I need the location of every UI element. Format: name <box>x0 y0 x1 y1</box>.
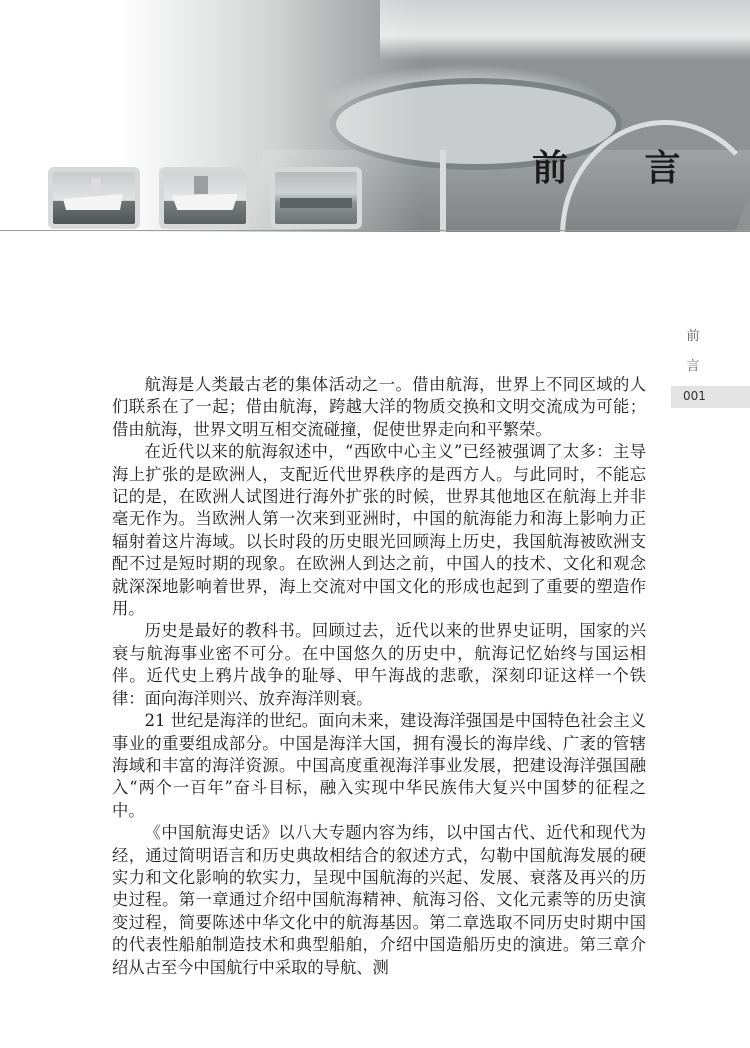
road <box>440 150 446 232</box>
page-title: 前 言 <box>532 147 713 189</box>
body-text <box>112 374 646 979</box>
thumbnail-ship-1 <box>48 167 140 229</box>
paragraph-2: 在近代以来的航海叙述中，“西欧中心主义”已经被强调了太多：主导海上扩张的是欧洲人，支配近代世界秩序的是西方人。与此同时，不能忘记的是，在欧洲人试图进行海外扩张的时候，世界其他地区在航海上并非毫无作为。当欧洲人第一次来到亚洲时，中国的航海能力和海上影响力正辐射着这片海域。以长时段的历史眼光回顾海上历史，我国航海被欧洲支配不过是短时期的现象。在欧洲人到达之前，中国人的技术、文化和观念就深深地影响着世界，海上交流对中国文化的形成也起到了重要的塑造作用。 <box>112 442 646 619</box>
ship-photo-2 <box>164 172 246 224</box>
paragraph-5: 《中国航海史话》以八大专题内容为纬，以中国古代、近代和现代为经，通过简明语言和历史典故相结合的叙述方式，勾勒中国航海发展的硬实力和文化影响的软实力，呈现中国航海的兴起、发展、衰落及再兴的历史过程。第一章通过介绍中国航海精神、航海习俗、文化元素等的历史演变过程，简要陈述中华文化中的航海基因。第二章选取不同历史时期中国的代表性船舶制造技术和典型船舶，介绍中国造船历史的演进。第三章介绍从古至今中国航行中采取的导航、测 <box>112 823 646 977</box>
paragraph-4: 21 世纪是海洋的世纪。面向未来，建设海洋强国是中国特色社会主义事业的重要组成部分。中国是海洋大国，拥有漫长的海岸线、广袤的管辖海域和丰富的海洋资源。中国高度重视海洋事业发展，把建设海洋强国融入“两个一百年”奋斗目标，融入实现中华民族伟大复兴中国梦的征程之中。 <box>112 711 646 820</box>
thumbnail-harbor <box>270 167 362 229</box>
paragraph-1: 航海是人类最古老的集体活动之一。借由航海，世界上不同区域的人们联系在了一起；借由航海，跨越大洋的物质交换和文明交流成为可能；借由航海，世界文明互相交流碰撞，促使世界走向和平繁荣。 <box>112 375 646 439</box>
paragraph-3: 历史是最好的教科书。回顾过去，近代以来的世界史证明，国家的兴衰与航海事业密不可分。在中国悠久的历史中，航海记忆始终与国运相伴。近代史上鸦片战争的耻辱、甲午海战的悲歌，深刻印证这样一个铁律：面向海洋则兴、放弃海洋则衰。 <box>112 621 646 708</box>
page-number-tab <box>671 386 750 408</box>
running-head-vertical <box>683 322 703 382</box>
sky-clouds <box>380 0 750 60</box>
page-number: 001 <box>683 389 706 403</box>
running-head-char-2: 言 <box>686 359 700 374</box>
thumbnail-ship-2 <box>159 167 251 229</box>
running-head-char-1: 前 <box>686 329 700 344</box>
header-rule <box>0 230 750 231</box>
harbor-photo <box>275 172 357 224</box>
ship-photo-1 <box>53 172 135 224</box>
